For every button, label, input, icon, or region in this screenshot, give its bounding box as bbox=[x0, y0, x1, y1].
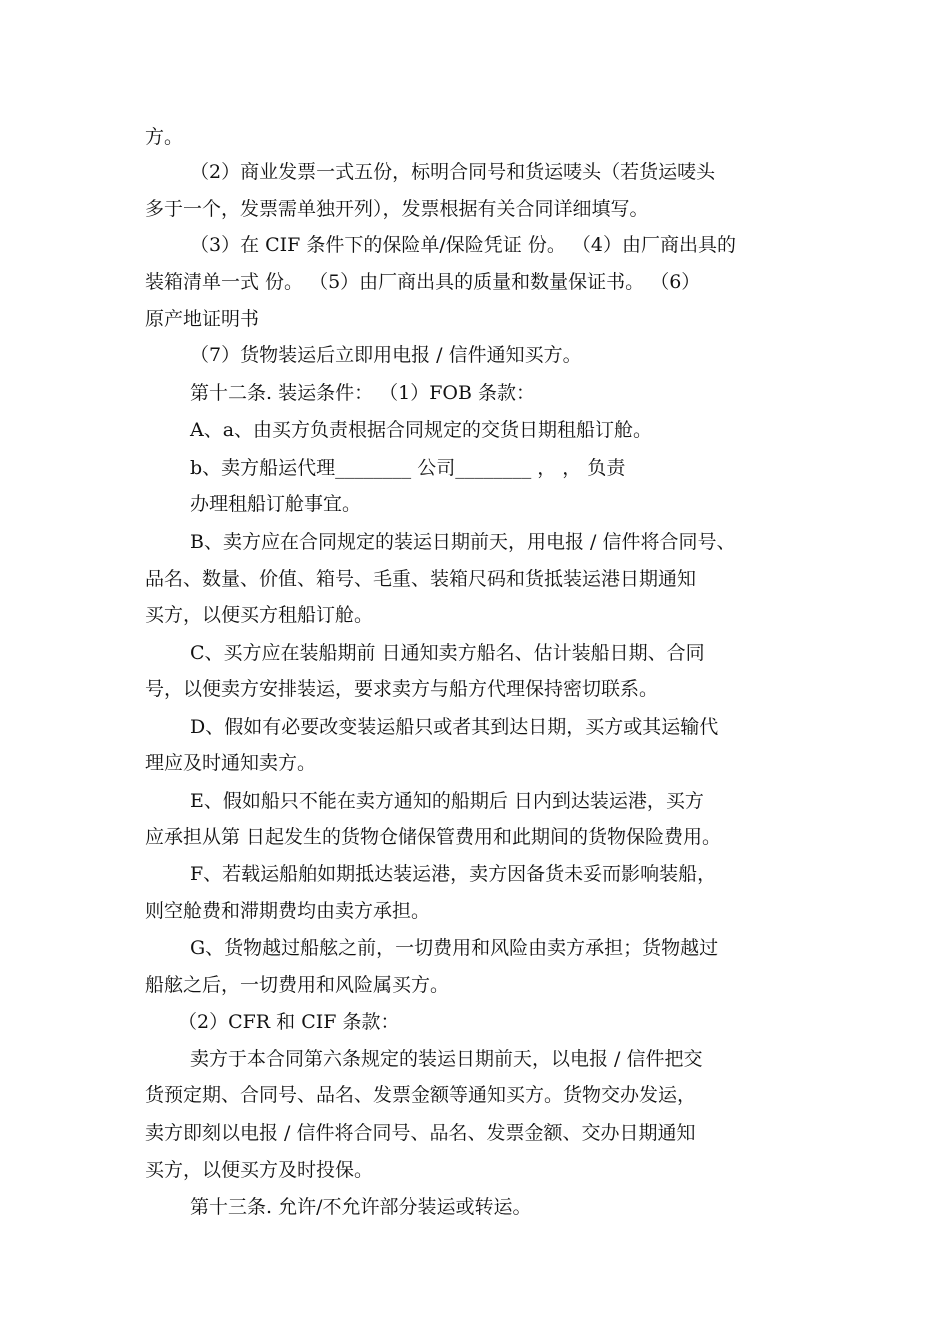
text-line: E、假如船只不能在卖方通知的船期后 日内到达装运港，买方 bbox=[190, 790, 704, 812]
text-line: 应承担从第 日起发生的货物仓储保管费用和此期间的货物保险费用。 bbox=[145, 826, 722, 848]
text-line: 货预定期、合同号、品名、发票金额等通知买方。货物交办发运， bbox=[145, 1084, 697, 1106]
text-line: B、卖方应在合同规定的装运日期前天，用电报 / 信件将合同号、 bbox=[190, 531, 736, 553]
text-line: 卖方于本合同第六条规定的装运日期前天，以电报 / 信件把交 bbox=[190, 1048, 703, 1070]
text-line: G、货物越过船舷之前，一切费用和风险由卖方承担；货物越过 bbox=[190, 937, 719, 959]
text-line: 号，以便卖方安排装运，要求卖方与船方代理保持密切联系。 bbox=[145, 678, 659, 700]
text-line: （2）商业发票一式五份，标明合同号和货运唛头（若货运唛头 bbox=[190, 161, 716, 183]
text-line: 卖方即刻以电报 / 信件将合同号、品名、发票金额、交办日期通知 bbox=[145, 1122, 696, 1144]
text-line: 理应及时通知卖方。 bbox=[145, 752, 317, 774]
text-line: 装箱清单一式 份。 （5）由厂商出具的质量和数量保证书。 （6） bbox=[145, 271, 701, 293]
text-line: 方。 bbox=[145, 126, 184, 148]
text-line: 则空舱费和滞期费均由卖方承担。 bbox=[145, 900, 431, 922]
subsection-heading: （2）CFR 和 CIF 条款： bbox=[178, 1011, 400, 1033]
text-line: b、卖方船运代理________ 公司________ ， ， 负责 bbox=[190, 457, 626, 479]
text-line: 品名、数量、价值、箱号、毛重、装箱尺码和货抵装运港日期通知 bbox=[145, 568, 697, 590]
text-line: D、假如有必要改变装运船只或者其到达日期，买方或其运输代 bbox=[190, 716, 719, 738]
text-line: （3）在 CIF 条件下的保险单/保险凭证 份。 （4）由厂商出具的 bbox=[190, 234, 736, 256]
section-heading: 第十三条. 允许/不允许部分装运或转运。 bbox=[190, 1196, 532, 1218]
text-line: F、若载运船舶如期抵达装运港，卖方因备货未妥而影响装船， bbox=[190, 863, 717, 885]
text-line: 船舷之后，一切费用和风险属买方。 bbox=[145, 974, 450, 996]
text-line: 办理租船订舱事宜。 bbox=[190, 493, 362, 515]
text-line: 多于一个，发票需单独开列），发票根据有关合同详细填写。 bbox=[145, 198, 649, 220]
text-line: 买方，以便买方及时投保。 bbox=[145, 1159, 374, 1181]
text-line: C、买方应在装船期前 日通知卖方船名、估计装船日期、合同 bbox=[190, 642, 705, 664]
text-line: A、a、由买方负责根据合同规定的交货日期租船订舱。 bbox=[190, 419, 653, 441]
text-line: 原产地证明书 bbox=[145, 308, 260, 330]
text-line: （7）货物装运后立即用电报 / 信件通知买方。 bbox=[190, 344, 582, 366]
section-heading: 第十二条. 装运条件： （1）FOB 条款： bbox=[190, 382, 535, 404]
text-line: 买方，以便买方租船订舱。 bbox=[145, 604, 374, 626]
